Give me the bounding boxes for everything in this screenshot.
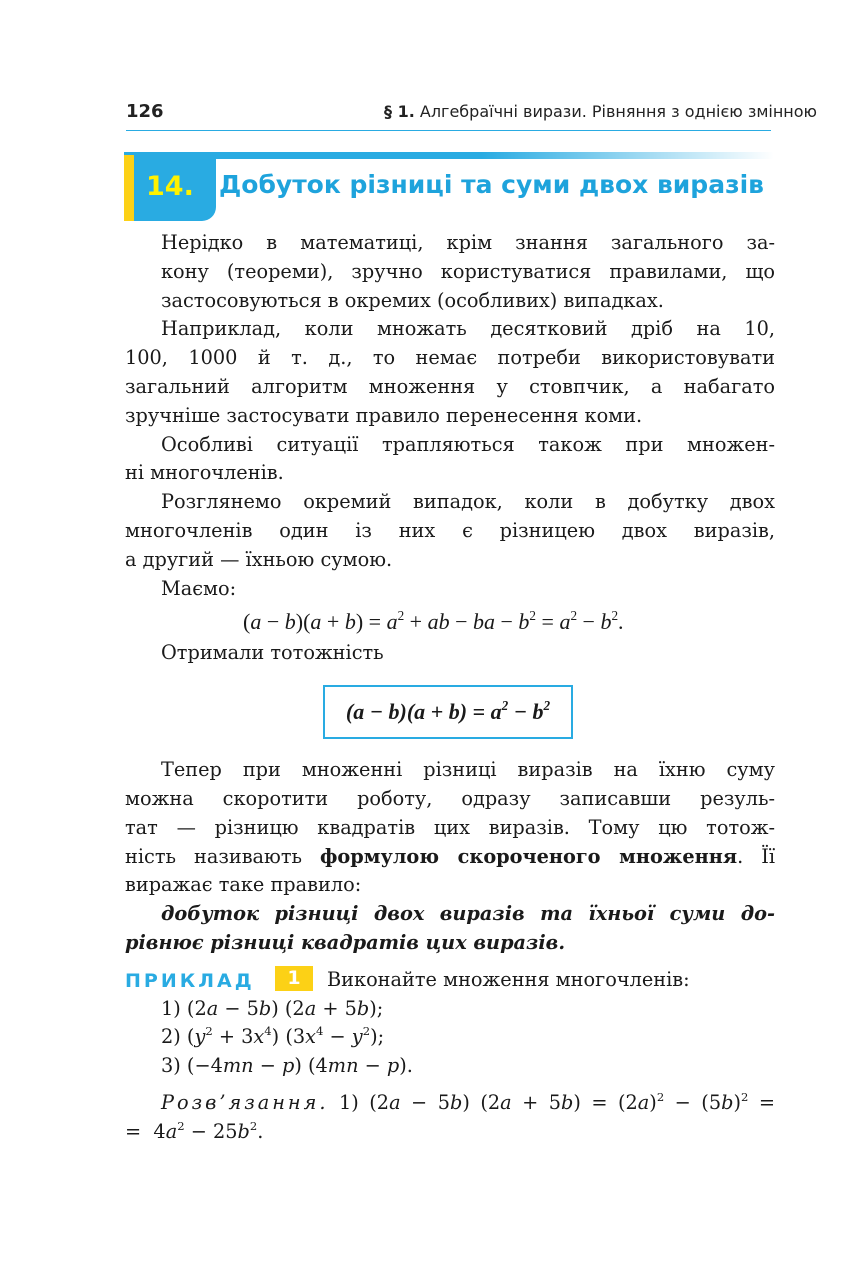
section-number-badge <box>124 155 216 221</box>
example-label: ПРИКЛАД <box>125 969 255 992</box>
text-line: ні многочленів. <box>125 461 284 485</box>
banner-stripe <box>124 152 774 159</box>
text-line: рівнює різниці квадратів цих виразів. <box>125 930 566 954</box>
text-fragment: . Її <box>737 844 775 868</box>
text-line: загальний алгоритм множення у стовпчик, а набагато <box>125 374 775 398</box>
header-chapter-title <box>384 102 817 121</box>
text-line: застосовуються в окремих (особливих) випадках. <box>161 288 664 312</box>
example-prompt: Виконайте множення многочленів: <box>327 967 690 991</box>
chapter-title-text: Алгебраїчні вирази. Рівняння з однією змінною <box>419 102 818 121</box>
text-line: Особливі ситуації трапляються також при множен- <box>161 432 775 456</box>
section-mark: § 1. <box>384 102 415 121</box>
identity-formula-box: $(a - b)(a + b) = a^2 - b^2$ <box>323 685 573 739</box>
paragraph-3 <box>125 431 775 489</box>
section-title: Добуток різниці та суми двох виразів <box>219 170 764 199</box>
paragraph-4 <box>125 488 775 574</box>
text-line: Наприклад, коли множать десятковий дріб на 10, <box>161 317 775 341</box>
text-line: зручніше застосувати правило перенесення коми. <box>125 403 643 427</box>
text-line: Нерідко в математиці, крім знання загального за- <box>161 231 775 254</box>
body-text <box>125 229 775 1147</box>
paragraph-2 <box>125 315 775 430</box>
example-task-1: 1) (2a − 5b) (2a + 5b); <box>161 996 384 1020</box>
solution-line-2: = $4a^2 - 25b^2$. <box>125 1118 264 1143</box>
rule-statement <box>125 900 775 958</box>
bold-term: формулою скороченого множення <box>320 844 738 868</box>
text-line: а другий — їхньою сумою. <box>125 547 393 571</box>
text-line: тат — різницю квадратів цих виразів. Тому цю тотож- <box>125 815 775 839</box>
text-line: многочленів один із них є різницею двох виразів, <box>125 518 775 542</box>
text-line <box>125 843 775 872</box>
solution-line-1: Розв’язання. 1) (2a − 5b) $(2a + 5b) = (2a)^2 - (5b)^2$ = <box>161 1089 775 1114</box>
example-header <box>125 966 775 995</box>
text-line: кону (теореми), зручно користуватися правилами, що <box>161 259 775 283</box>
expansion-equation: $(a - b)(a + b) = a^2$ + ab − ba − $b^2 = a^2 - b^2$. <box>243 608 624 635</box>
section-banner <box>124 152 774 224</box>
example-task-3: 3) (−4mn − p) (4mn − p). <box>161 1054 413 1078</box>
have-line: Маємо: <box>161 576 237 600</box>
text-line: виражає таке правило: <box>125 873 362 897</box>
section-number: 14. <box>146 171 194 202</box>
solution-label: Розв’язання. <box>161 1090 329 1114</box>
text-fragment: ність називають <box>125 844 321 868</box>
text-line: Розглянемо окремий випадок, коли в добутку двох <box>161 490 775 514</box>
text-line: добуток різниці двох виразів та їхньої суми до- <box>161 902 775 926</box>
example-task-2: 2) $(y^2 + 3x^4) (3x^4 - y^2)$; <box>161 1024 385 1049</box>
formula-box-container <box>125 668 775 756</box>
running-header <box>126 96 818 131</box>
text-line: Тепер при множенні різниці виразів на їхню суму <box>161 758 775 782</box>
text-line: 100, 1000 й т. д., то немає потреби використовувати <box>125 346 775 370</box>
paragraph-1 <box>125 229 775 315</box>
identity-intro: Отримали тотожність <box>161 641 384 665</box>
text-line: можна скоротити роботу, одразу записавши резуль- <box>125 786 775 810</box>
example-number-badge: 1 <box>275 966 313 991</box>
page-number: 126 <box>126 101 164 122</box>
paragraph-5 <box>125 756 775 900</box>
